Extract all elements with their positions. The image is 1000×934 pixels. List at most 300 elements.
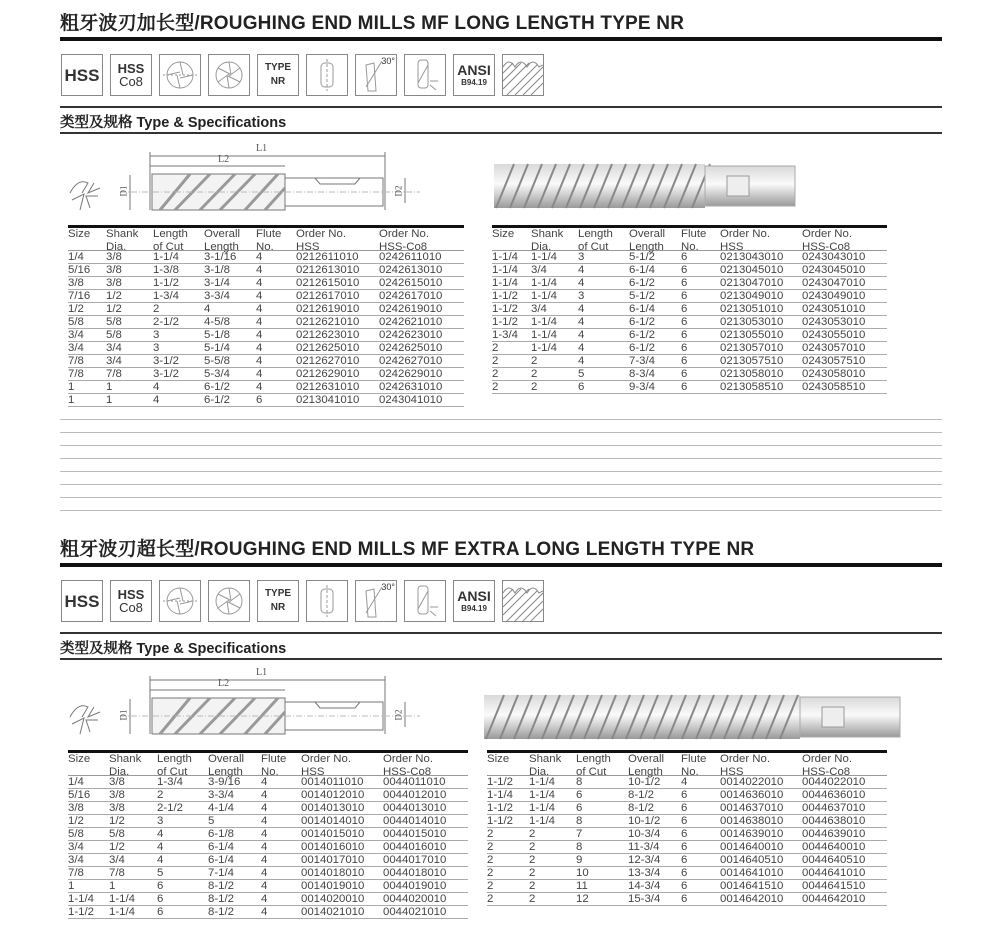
table-cell: 0243051010 — [802, 303, 866, 315]
shank-diameter-label: D2 — [393, 709, 404, 721]
table-cell: 0014015010 — [301, 828, 365, 840]
divider — [60, 632, 942, 634]
table-header — [492, 225, 887, 251]
table-cell: 0242619010 — [379, 303, 443, 315]
four-flute-icon — [159, 54, 201, 96]
table-cell: 1-3/4 — [157, 776, 183, 788]
table-cell: 0242613010 — [379, 264, 443, 276]
right-spec-table — [492, 225, 887, 394]
column-header — [296, 228, 379, 253]
column-header — [208, 753, 261, 778]
table-cell: 0044639010 — [802, 828, 866, 840]
feature-icons-row — [61, 580, 544, 622]
table-cell: 1-1/4 — [531, 277, 557, 289]
table-cell: 4 — [681, 776, 688, 788]
table-cell: 8-1/2 — [208, 906, 234, 918]
table-cell: 0242625010 — [379, 342, 443, 354]
divider — [60, 658, 942, 660]
table-cell: 6-1/4 — [629, 303, 655, 315]
table-cell: 0243057510 — [802, 355, 866, 367]
column-header-line: Length — [204, 240, 239, 253]
table-cell: 7/8 — [109, 867, 125, 879]
table-row — [492, 277, 887, 290]
table-cell: 3-1/16 — [204, 251, 237, 263]
column-header-line: Size — [68, 753, 91, 765]
table-cell: 3/4 — [106, 355, 122, 367]
hss-material-icon — [61, 580, 103, 622]
table-cell: 3/8 — [109, 776, 125, 788]
table-cell: 7-3/4 — [629, 355, 655, 367]
table-cell: 7/8 — [68, 355, 84, 367]
type-label: TYPE — [264, 588, 292, 599]
type-label: TYPE — [264, 62, 292, 73]
table-cell: 2-1/2 — [153, 316, 179, 328]
column-header — [261, 753, 301, 778]
table-cell: 0014021010 — [301, 906, 365, 918]
table-cell: 1/2 — [109, 815, 125, 827]
table-cell: 2 — [531, 355, 538, 367]
table-cell: 0044020010 — [383, 893, 447, 905]
table-cell: 0212631010 — [296, 381, 360, 393]
column-header-line: Flute — [681, 228, 707, 240]
column-header — [802, 228, 887, 253]
table-row — [487, 828, 887, 841]
table-cell: 0243043010 — [802, 251, 866, 263]
column-header — [576, 753, 628, 778]
column-header — [628, 753, 681, 778]
table-cell: 0014641510 — [720, 880, 784, 892]
table-cell: 3-1/8 — [204, 264, 230, 276]
table-cell: 4 — [261, 854, 268, 866]
column-header — [379, 228, 464, 253]
column-header — [301, 753, 383, 778]
table-cell: 0213041010 — [296, 394, 360, 406]
divider — [60, 106, 942, 108]
column-header-line: HSS-Co8 — [379, 240, 428, 253]
table-cell: 6 — [157, 906, 164, 918]
table-row — [487, 867, 887, 880]
column-header-line: HSS-Co8 — [802, 765, 851, 778]
column-header — [68, 228, 106, 250]
table-cell: 6-1/2 — [629, 277, 655, 289]
table-cell: 1/2 — [68, 303, 84, 315]
column-header — [383, 753, 468, 778]
table-cell: 2 — [529, 828, 536, 840]
table-cell: 0242629010 — [379, 368, 443, 380]
table-cell: 8-1/2 — [208, 880, 234, 892]
cutting-direction-icon — [404, 580, 446, 622]
table-row — [68, 906, 468, 919]
table-row — [492, 342, 887, 355]
column-header-line: Length — [153, 228, 188, 240]
column-header-line: Length — [157, 753, 192, 765]
column-header — [153, 228, 204, 253]
hss-label: HSS — [117, 61, 145, 76]
table-cell: 0213047010 — [720, 277, 784, 289]
table-row — [487, 789, 887, 802]
table-cell: 0243049010 — [802, 290, 866, 302]
column-header-line: Overall — [629, 228, 666, 240]
table-cell: 1 — [68, 880, 75, 892]
helix-angle-icon — [355, 54, 397, 96]
table-cell: 1-1/4 — [529, 815, 555, 827]
end-mill-technical-drawing — [60, 662, 480, 752]
empty-row-line — [60, 445, 942, 446]
table-cell: 1-1/4 — [109, 906, 135, 918]
section-title: 粗牙波刃加长型/ROUGHING END MILLS MF LONG LENGTH TYPE NR — [60, 13, 685, 34]
table-cell: 5-1/2 — [629, 251, 655, 263]
table-cell: 0014011010 — [301, 776, 364, 788]
table-row — [68, 381, 464, 394]
table-cell: 0212627010 — [296, 355, 360, 367]
table-cell: 6-1/2 — [204, 381, 230, 393]
table-cell: 3 — [153, 329, 160, 341]
column-header-line: No. — [681, 765, 699, 778]
table-cell: 0044641010 — [802, 867, 866, 879]
table-row — [68, 854, 468, 867]
empty-row-line — [60, 432, 942, 433]
table-cell: 1-1/2 — [487, 776, 513, 788]
table-cell: 4 — [578, 303, 585, 315]
table-cell: 6-1/4 — [629, 264, 655, 276]
table-cell: 4 — [256, 303, 263, 315]
column-header-line: Overall — [208, 753, 245, 765]
table-row — [68, 776, 468, 789]
table-cell: 2 — [492, 368, 499, 380]
hss-material-icon — [61, 54, 103, 96]
table-cell: 3/8 — [109, 802, 125, 814]
column-header-line: Dia. — [106, 240, 127, 253]
table-row — [492, 303, 887, 316]
table-cell: 0212615010 — [296, 277, 360, 289]
column-header-line: Size — [487, 753, 510, 765]
table-cell: 6 — [681, 381, 688, 393]
shank-diameter-label: D2 — [393, 185, 404, 197]
table-cell: 5/8 — [106, 316, 122, 328]
table-cell: 6 — [157, 893, 164, 905]
table-cell: 3/8 — [68, 277, 84, 289]
table-cell: 4 — [261, 802, 268, 814]
table-cell: 4 — [256, 251, 263, 263]
ansi-label: ANSI — [457, 588, 491, 604]
table-cell: 0243053010 — [802, 316, 866, 328]
table-cell: 0044022010 — [802, 776, 866, 788]
column-header — [681, 228, 720, 253]
ansi-standard-icon — [453, 54, 495, 96]
column-header-line: of Cut — [153, 240, 184, 253]
column-header-line: Shank — [529, 753, 562, 765]
table-cell: 5/16 — [68, 789, 91, 801]
table-row — [492, 290, 887, 303]
table-cell: 0044016010 — [383, 841, 447, 853]
table-cell: 8-1/2 — [628, 789, 654, 801]
column-header-line: No. — [681, 240, 699, 253]
table-row — [68, 290, 464, 303]
overall-length-label: L1 — [256, 143, 268, 154]
column-header-line: Dia. — [531, 240, 552, 253]
table-cell: 1-3/8 — [153, 264, 179, 276]
cutter-diameter-label: D1 — [118, 709, 129, 721]
table-cell: 6 — [681, 329, 688, 341]
empty-row-line — [60, 484, 942, 485]
column-header-line: No. — [256, 240, 274, 253]
table-cell: 0212613010 — [296, 264, 360, 276]
right-spec-table — [487, 750, 887, 906]
table-cell: 8 — [576, 815, 583, 827]
table-cell: 1-1/4 — [531, 342, 557, 354]
table-cell: 1-1/2 — [492, 290, 518, 302]
table-cell: 1 — [106, 381, 113, 393]
table-row — [487, 815, 887, 828]
table-row — [68, 880, 468, 893]
six-flute-icon — [208, 54, 250, 96]
table-cell: 3 — [578, 290, 585, 302]
table-cell: 1-1/4 — [531, 329, 557, 341]
table-cell: 6 — [681, 277, 688, 289]
co8-label: Co8 — [119, 600, 143, 615]
table-row — [68, 841, 468, 854]
column-header-line: HSS — [720, 240, 744, 253]
table-cell: 4 — [578, 316, 585, 328]
column-header — [531, 228, 578, 253]
column-header-line: Order No. — [383, 753, 434, 765]
table-row — [68, 828, 468, 841]
table-cell: 3-1/4 — [204, 277, 230, 289]
table-cell: 6 — [578, 381, 585, 393]
table-cell: 1 — [106, 394, 113, 406]
hss-label: HSS — [64, 65, 100, 85]
column-header-line: HSS-Co8 — [802, 240, 851, 253]
end-mill-product-photo — [482, 681, 902, 751]
table-cell: 6 — [681, 368, 688, 380]
table-cell: 4 — [261, 867, 268, 879]
column-header-line: Flute — [256, 228, 282, 240]
table-cell: 0243055010 — [802, 329, 866, 341]
table-cell: 6 — [681, 867, 688, 879]
table-cell: 5/8 — [68, 828, 84, 840]
cutter-diameter-label: D1 — [118, 185, 129, 197]
table-cell: 0213058510 — [720, 381, 784, 393]
table-cell: 0212629010 — [296, 368, 360, 380]
table-cell: 2 — [529, 854, 536, 866]
title-divider — [60, 37, 942, 41]
table-row — [492, 251, 887, 264]
table-cell: 3/8 — [68, 802, 84, 814]
nr-label: NR — [270, 76, 286, 87]
table-row — [492, 381, 887, 394]
table-cell: 6-1/2 — [629, 316, 655, 328]
column-header-line: Overall — [204, 228, 241, 240]
table-cell: 10 — [576, 867, 589, 879]
table-cell: 4 — [256, 342, 263, 354]
column-header — [109, 753, 157, 778]
table-cell: 3 — [157, 815, 164, 827]
table-cell: 0044640010 — [802, 841, 866, 853]
table-header — [487, 750, 887, 776]
table-row — [68, 277, 464, 290]
table-cell: 10-1/2 — [628, 815, 661, 827]
table-cell: 11-3/4 — [628, 841, 660, 853]
table-cell: 0014640510 — [720, 854, 784, 866]
cut-length-label: L2 — [218, 154, 230, 165]
table-cell: 0213049010 — [720, 290, 784, 302]
table-cell: 4 — [578, 342, 585, 354]
table-cell: 0044021010 — [383, 906, 447, 918]
table-cell: 4 — [261, 893, 268, 905]
column-header — [68, 753, 109, 775]
table-cell: 0014020010 — [301, 893, 365, 905]
table-cell: 0014642010 — [720, 893, 784, 905]
table-cell: 3-1/2 — [153, 368, 179, 380]
six-flute-icon — [208, 580, 250, 622]
table-cell: 2-1/2 — [157, 802, 183, 814]
table-cell: 0014637010 — [720, 802, 784, 814]
table-cell: 5/16 — [68, 264, 91, 276]
cross-section-view — [70, 182, 100, 210]
table-cell: 0044637010 — [802, 802, 866, 814]
column-header — [629, 228, 681, 253]
table-cell: 4 — [261, 906, 268, 918]
cut-length-label: L2 — [218, 678, 230, 689]
column-header — [256, 228, 296, 253]
table-cell: 4 — [256, 329, 263, 341]
table-header — [68, 225, 464, 251]
table-cell: 4 — [157, 828, 164, 840]
drawing-area — [60, 662, 480, 752]
table-cell: 4 — [157, 854, 164, 866]
table-cell: 3-9/16 — [208, 776, 241, 788]
specifications-heading: 类型及规格 Type & Specifications — [60, 115, 287, 131]
table-cell: 0243058510 — [802, 381, 866, 393]
table-row — [68, 329, 464, 342]
table-cell: 4 — [256, 316, 263, 328]
table-cell: 1/4 — [68, 776, 84, 788]
table-cell: 0213051010 — [720, 303, 784, 315]
column-header-line: Order No. — [720, 228, 771, 240]
table-cell: 4 — [153, 381, 160, 393]
table-cell: 6-1/2 — [629, 342, 655, 354]
table-cell: 0014019010 — [301, 880, 365, 892]
table-cell: 6-1/8 — [208, 828, 234, 840]
table-cell: 0213057010 — [720, 342, 784, 354]
hss-label: HSS — [117, 587, 145, 602]
table-cell: 2 — [487, 841, 494, 853]
table-cell: 1-1/2 — [487, 815, 513, 827]
table-cell: 4 — [256, 368, 263, 380]
table-cell: 0014641010 — [720, 867, 784, 879]
table-cell: 2 — [492, 355, 499, 367]
table-cell: 6-1/4 — [208, 854, 234, 866]
table-cell: 7-1/4 — [208, 867, 234, 879]
table-cell: 6 — [681, 893, 688, 905]
table-cell: 1-1/2 — [492, 303, 518, 315]
rough-profile-icon — [502, 54, 544, 96]
column-header-line: Order No. — [802, 228, 853, 240]
column-header-line: Order No. — [301, 753, 352, 765]
table-cell: 3/4 — [68, 841, 84, 853]
table-cell: 1 — [109, 880, 116, 892]
helix-angle-label: 30° — [381, 582, 395, 592]
table-cell: 1-1/4 — [68, 893, 94, 905]
table-cell: 1-1/2 — [68, 906, 94, 918]
column-header-line: Order No. — [802, 753, 853, 765]
divider — [60, 132, 942, 134]
table-cell: 6 — [681, 815, 688, 827]
table-cell: 4 — [578, 277, 585, 289]
title-divider — [60, 563, 942, 567]
table-cell: 6 — [681, 264, 688, 276]
table-cell: 3/8 — [106, 264, 122, 276]
table-cell: 0213053010 — [720, 316, 784, 328]
specifications-heading: 类型及规格 Type & Specifications — [60, 641, 287, 657]
table-cell: 0212619010 — [296, 303, 360, 315]
table-row — [492, 329, 887, 342]
empty-row-line — [60, 419, 942, 420]
column-header-line: Dia. — [109, 765, 130, 778]
end-mill-technical-drawing — [60, 138, 480, 228]
table-cell: 8 — [576, 776, 583, 788]
column-header-line: Order No. — [379, 228, 430, 240]
table-cell: 1/2 — [68, 815, 84, 827]
table-cell: 6-1/4 — [208, 841, 234, 853]
table-cell: 1-1/4 — [153, 251, 179, 263]
table-cell: 4 — [578, 264, 585, 276]
table-cell: 2 — [487, 854, 494, 866]
table-cell: 3-3/4 — [204, 290, 230, 302]
table-cell: 4 — [261, 880, 268, 892]
table-row — [68, 264, 464, 277]
section-title: 粗牙波刃超长型/ROUGHING END MILLS MF EXTRA LONG LENGTH TYPE NR — [60, 539, 755, 560]
table-cell: 7/8 — [106, 368, 122, 380]
hss-co8-material-icon — [110, 54, 152, 96]
column-header-line: Shank — [106, 228, 139, 240]
column-header — [720, 753, 802, 778]
cross-section-view — [70, 706, 100, 734]
table-cell: 1-1/4 — [529, 789, 555, 801]
table-cell: 8-3/4 — [629, 368, 655, 380]
table-cell: 5/8 — [109, 828, 125, 840]
table-cell: 2 — [529, 880, 536, 892]
column-header-line: Flute — [261, 753, 287, 765]
ansi-standard-icon — [453, 580, 495, 622]
table-cell: 2 — [487, 893, 494, 905]
table-cell: 4-5/8 — [204, 316, 230, 328]
table-cell: 0242617010 — [379, 290, 443, 302]
table-row — [68, 303, 464, 316]
table-cell: 3/8 — [106, 277, 122, 289]
table-cell: 6 — [681, 251, 688, 263]
table-row — [487, 776, 887, 789]
table-cell: 8-1/2 — [628, 802, 654, 814]
table-cell: 6-1/2 — [204, 394, 230, 406]
column-header-line: Length — [629, 240, 664, 253]
table-cell: 6 — [681, 342, 688, 354]
column-header-line: Order No. — [296, 228, 347, 240]
column-header — [204, 228, 256, 253]
table-cell: 1 — [68, 394, 75, 406]
table-cell: 6 — [681, 802, 688, 814]
table-cell: 7/16 — [68, 290, 91, 302]
column-header-line: of Cut — [157, 765, 188, 778]
table-cell: 6 — [681, 303, 688, 315]
table-cell: 0213045010 — [720, 264, 784, 276]
table-cell: 2 — [487, 828, 494, 840]
table-cell: 4 — [578, 355, 585, 367]
table-cell: 0213043010 — [720, 251, 784, 263]
table-cell: 0044642010 — [802, 893, 866, 905]
table-cell: 0044018010 — [383, 867, 447, 879]
table-cell: 5 — [157, 867, 164, 879]
